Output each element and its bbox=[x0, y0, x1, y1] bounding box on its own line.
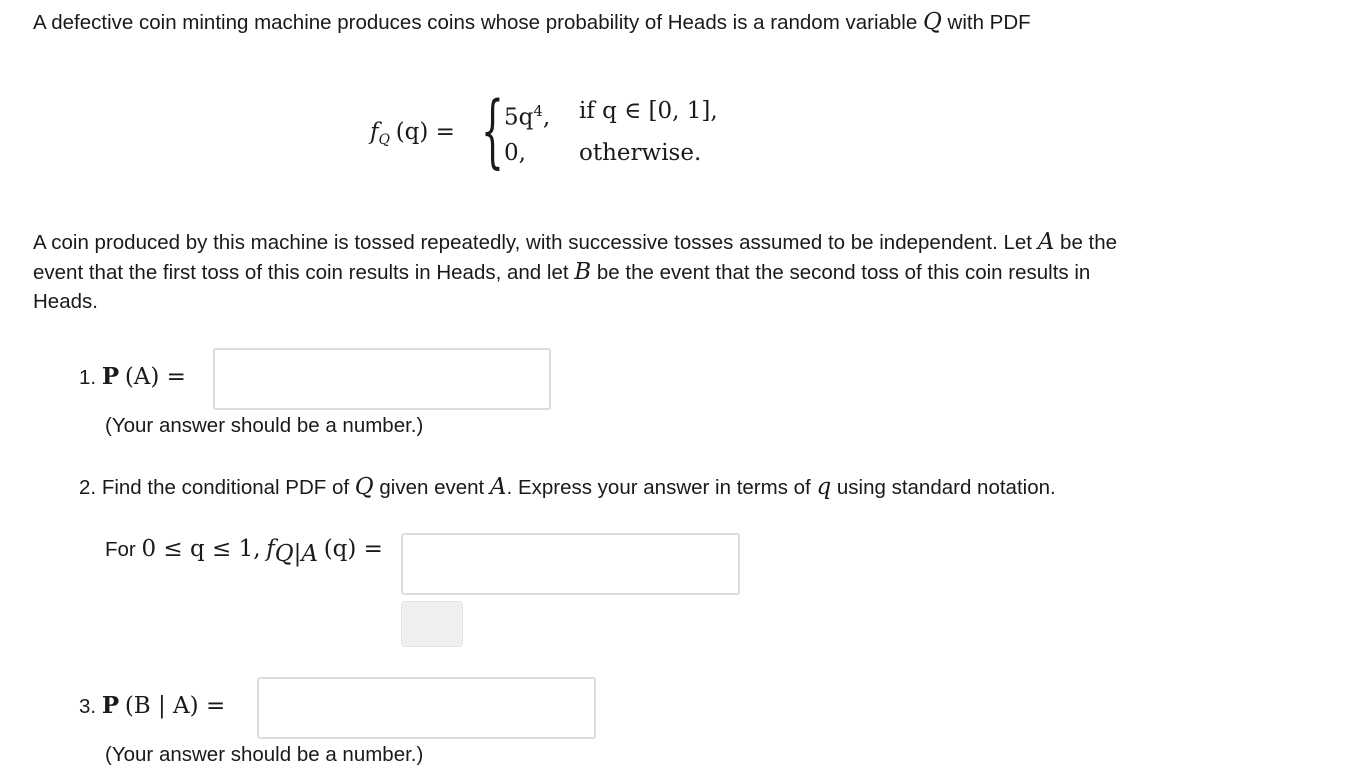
pdf-case2-cond: otherwise. bbox=[579, 140, 702, 166]
q3-answer-input[interactable] bbox=[257, 677, 596, 739]
q2-var-a: A bbox=[489, 474, 507, 500]
para2-var-a: A bbox=[1037, 229, 1055, 255]
pdf-case1-cond: if q ∈ [0, 1], bbox=[579, 98, 718, 124]
q1-prob-p: P bbox=[101, 363, 120, 390]
q2-answer-input[interactable] bbox=[401, 533, 740, 595]
q2-f: f bbox=[266, 536, 275, 562]
q2-var-q: Q bbox=[354, 474, 374, 500]
q3-number: 3. bbox=[79, 695, 97, 718]
q3-hint: (Your answer should be a number.) bbox=[105, 743, 424, 766]
q2-for-line bbox=[105, 534, 383, 569]
q1-hint: (Your answer should be a number.) bbox=[105, 414, 424, 437]
q2-var-q2: q bbox=[816, 474, 832, 500]
q2-range: 0 ≤ q ≤ 1, bbox=[141, 536, 261, 562]
q2-prompt: 2. Find the conditional PDF of Q given event A. Express your answer in terms of q using standard notation. bbox=[79, 474, 1056, 500]
q2-for-label: For bbox=[105, 538, 136, 561]
q1-expr: (A) = bbox=[124, 364, 186, 390]
q1-answer-input[interactable] bbox=[213, 348, 551, 410]
para2-line3: Heads. bbox=[33, 290, 98, 313]
q3-expr: (B | A) = bbox=[124, 693, 226, 719]
q1-label bbox=[79, 362, 186, 393]
q3-prob-p: P bbox=[101, 692, 120, 719]
pdf-case1-expr: $5q^4$, bbox=[504, 102, 551, 131]
pdf-sub: Q bbox=[378, 132, 390, 149]
pdf-arg: (q) = bbox=[395, 119, 455, 145]
q3-label bbox=[79, 691, 225, 722]
q2-sub: Q|A bbox=[274, 541, 318, 568]
q2-number: 2. bbox=[79, 476, 97, 499]
intro-line bbox=[33, 7, 1031, 38]
pdf-case2-expr: 0, bbox=[504, 140, 526, 166]
para2-var-b: B bbox=[574, 259, 592, 285]
q1-number: 1. bbox=[79, 366, 97, 389]
pdf-lhs bbox=[370, 117, 455, 155]
q2-preview-button[interactable] bbox=[401, 601, 463, 647]
para2-line1: A coin produced by this machine is tossed repeatedly, with successive tosses assumed to be independent. Let A be the bbox=[33, 229, 1118, 255]
pdf-f: f bbox=[370, 119, 379, 145]
intro-suffix: with PDF bbox=[947, 11, 1031, 34]
intro-text: A defective coin minting machine produces coins whose probability of Heads is a random variable bbox=[33, 11, 918, 34]
q2-arg: (q) = bbox=[323, 536, 383, 562]
para2-line2: event that the first toss of this coin results in Heads, and let B be the event that the second toss of this coin results in bbox=[33, 259, 1091, 285]
pdf-brace: { bbox=[481, 84, 504, 177]
intro-var-q: Q bbox=[922, 9, 942, 35]
